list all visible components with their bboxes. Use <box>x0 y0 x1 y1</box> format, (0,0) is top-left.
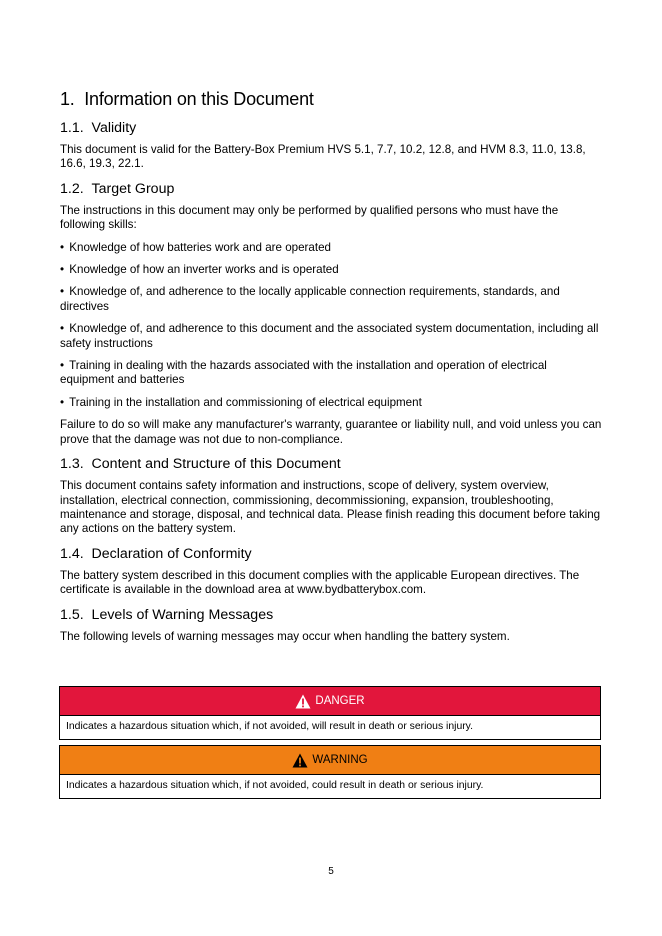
section-1-4-title: 1.4. Declaration of Conformity <box>60 545 252 562</box>
warning-label: WARNING <box>312 754 368 766</box>
bullet-item: • Knowledge of, and adherence to the locally applicable connection requirements, standards, and directives <box>60 285 560 313</box>
bullet-icon: • <box>60 395 65 409</box>
warning-text: Indicates a hazardous situation which, if not avoided, could result in death or serious injury. <box>60 774 600 798</box>
section-1-2-title: 1.2. Target Group <box>60 180 175 197</box>
danger-text: Indicates a hazardous situation which, if not avoided, will result in death or serious injury. <box>60 715 600 739</box>
warning-levels-text: The following levels of warning messages may occur when handling the battery system. <box>60 629 510 643</box>
danger-header <box>60 687 600 715</box>
section-1-1-title: 1.1. Validity <box>60 120 137 136</box>
danger-box <box>59 686 601 740</box>
page-number: 5 <box>328 866 334 877</box>
bullet-icon: • <box>60 322 65 336</box>
content-structure-text: This document contains safety information and instructions, scope of delivery, system overview, installation, electrical connection, commissioning, decommissioning, expansion, troubleshooting, maintenance and storage, disposal, and technical data. Please finish reading this document before taking any actions on the battery system. <box>60 479 601 536</box>
bullet-item: • Knowledge of how batteries work and are operated <box>60 240 331 254</box>
warning-triangle-icon <box>292 753 308 768</box>
bullet-icon: • <box>60 240 65 254</box>
bullet-item: • Knowledge of, and adherence to this document and the associated system documentation, including all safety instructions <box>60 322 599 350</box>
target-group-intro: The instructions in this document may only be performed by qualified persons who must have the following skills: <box>60 203 559 232</box>
danger-label: DANGER <box>315 695 365 707</box>
bullet-icon: • <box>60 263 65 277</box>
section-1-5-title: 1.5. Levels of Warning Messages <box>60 606 274 623</box>
validity-text: This document is valid for the Battery-Box Premium HVS 5.1, 7.7, 10.2, 12.8, and HVM 8.3, 11.0, 13.8, 16.6, 19.3, 22.1. <box>60 143 586 171</box>
bullet-item: • Knowledge of how an inverter works and is operated <box>60 263 339 277</box>
page-content <box>60 88 602 652</box>
target-group-outro: Failure to do so will make any manufacturer's warranty, guarantee or liability null, and void unless you can prove that the damage was not due to non-compliance. <box>60 418 602 446</box>
warning-header <box>60 746 600 774</box>
warning-triangle-icon <box>295 694 311 709</box>
bullet-icon: • <box>60 359 65 373</box>
section-1-title: 1. Information on this Document <box>60 89 314 109</box>
bullet-item: • Training in dealing with the hazards associated with the installation and operation of electrical equipment and batteries <box>60 359 547 387</box>
warning-box <box>59 745 601 799</box>
bullet-item: • Training in the installation and commissioning of electrical equipment <box>60 395 422 409</box>
section-1-3-title: 1.3. Content and Structure of this Document <box>60 456 341 473</box>
bullet-icon: • <box>60 285 65 299</box>
conformity-text: The battery system described in this document complies with the applicable European directives. The certificate is available in the download area at www.bydbatterybox.com. <box>60 568 580 597</box>
